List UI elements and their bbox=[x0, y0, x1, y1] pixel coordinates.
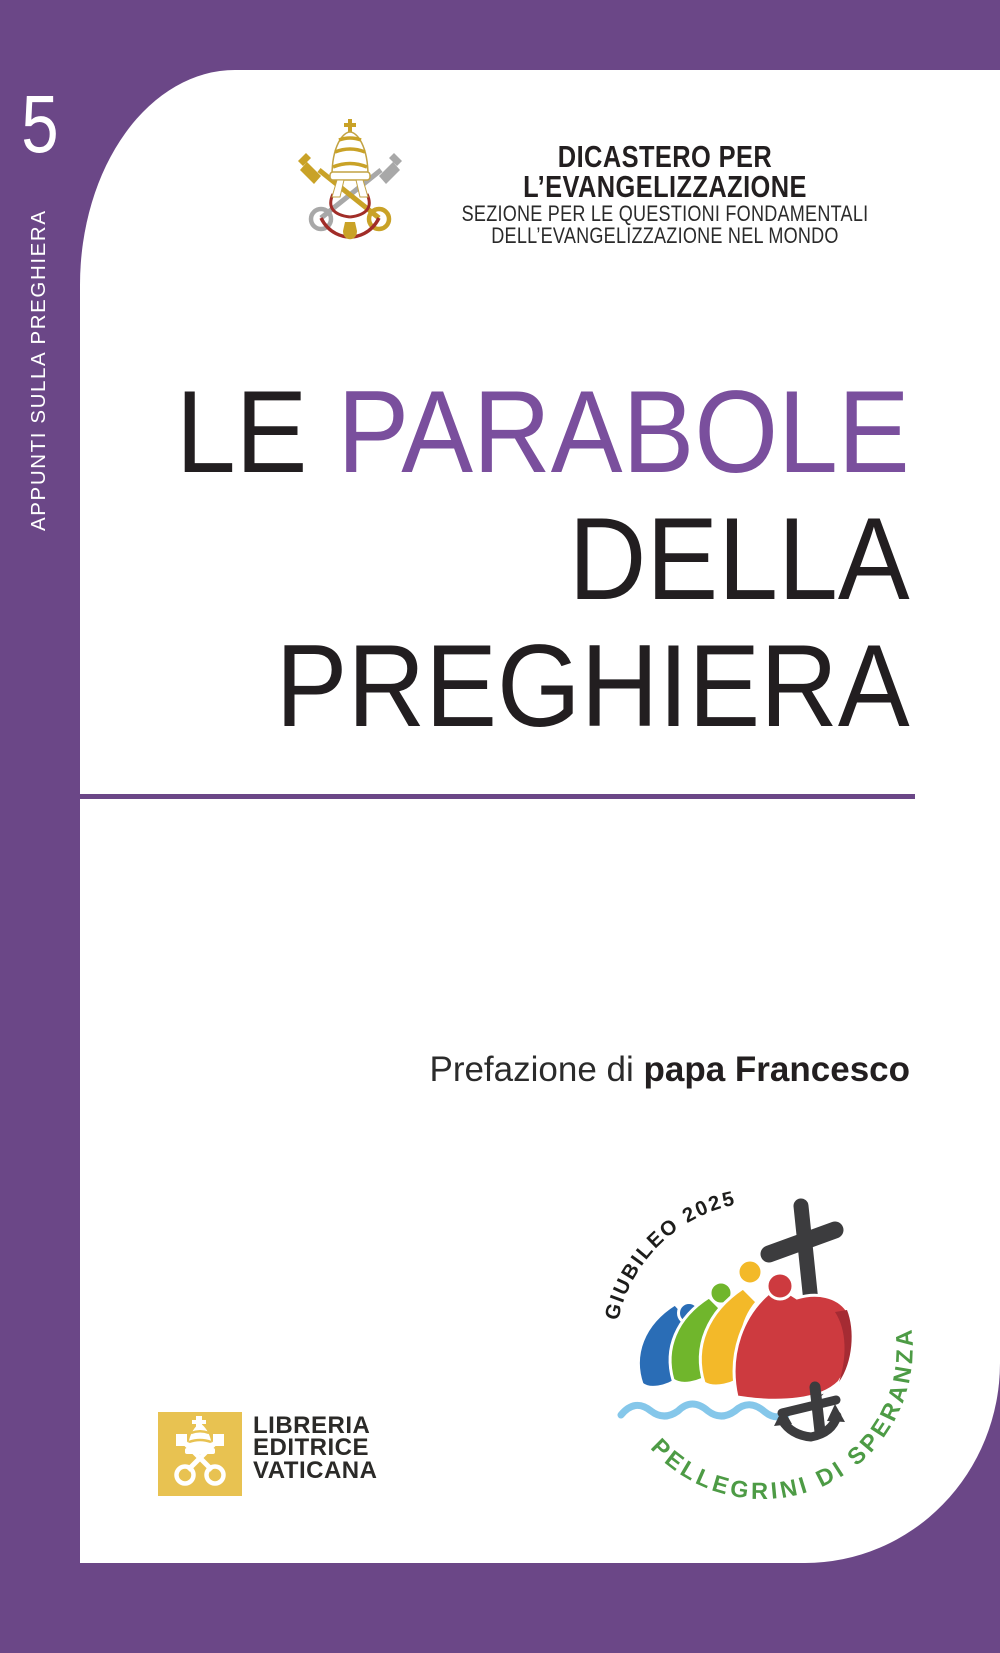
lev-tiara-base bbox=[185, 1448, 215, 1454]
series-title-vertical: APPUNTI SULLA PREGHIERA bbox=[27, 209, 50, 531]
publisher-name bbox=[253, 1412, 378, 1484]
series-number: 5 bbox=[21, 79, 59, 170]
gold-key-bit bbox=[298, 153, 321, 184]
silver-key-bit bbox=[379, 153, 402, 184]
tiara-base bbox=[330, 172, 370, 180]
title-line-2: DELLA bbox=[568, 493, 910, 624]
title-line-3: PREGHIERA bbox=[275, 620, 911, 751]
title-line-1 bbox=[176, 368, 910, 495]
publishing-dicastery-header bbox=[435, 139, 894, 248]
figure-yellow-head-icon bbox=[738, 1260, 762, 1284]
lev-emblem-icon bbox=[158, 1412, 242, 1496]
vatican-coat-of-arms-icon bbox=[293, 118, 407, 248]
jubilee-arc-top-text: GIUBILEO 2025 bbox=[600, 1186, 739, 1323]
dicastery-name: DICASTERO PER L’EVANGELIZZAZIONE bbox=[523, 139, 807, 204]
lev-key-bit-left bbox=[176, 1434, 187, 1446]
title-parabole: PARABOLE bbox=[337, 366, 910, 497]
anchor-stock-icon bbox=[782, 1400, 836, 1413]
preface-credit bbox=[429, 1050, 910, 1090]
dicastery-section-line1: SEZIONE PER LE QUESTIONI FONDAMENTALI bbox=[461, 201, 869, 226]
title-le: LE bbox=[176, 366, 338, 497]
preface-prefix: Prefazione di bbox=[429, 1050, 644, 1089]
jubilee-2025-logo bbox=[585, 1172, 945, 1532]
jubilee-arc-bottom-text: PELLEGRINI DI SPERANZA bbox=[646, 1325, 918, 1505]
publisher-name-line3: VATICANA bbox=[253, 1456, 378, 1484]
preface-author: papa Francesco bbox=[643, 1050, 910, 1089]
book-title bbox=[176, 368, 910, 749]
dicastery-section-line2: DELL’EVANGELIZZAZIONE NEL MONDO bbox=[491, 223, 839, 248]
tassel bbox=[343, 222, 357, 239]
tiara-cross bbox=[344, 119, 356, 133]
publisher-name-line2: EDITRICE bbox=[253, 1434, 370, 1462]
divider-rule bbox=[80, 794, 915, 799]
cross-beam-icon bbox=[769, 1230, 835, 1254]
figure-red-head-icon bbox=[767, 1273, 793, 1299]
lev-key-bit-right bbox=[213, 1434, 224, 1446]
anchor-fluke-right-icon bbox=[827, 1404, 845, 1422]
publisher-name-line1: LIBRERIA bbox=[253, 1412, 371, 1439]
wave-icon bbox=[621, 1404, 786, 1417]
